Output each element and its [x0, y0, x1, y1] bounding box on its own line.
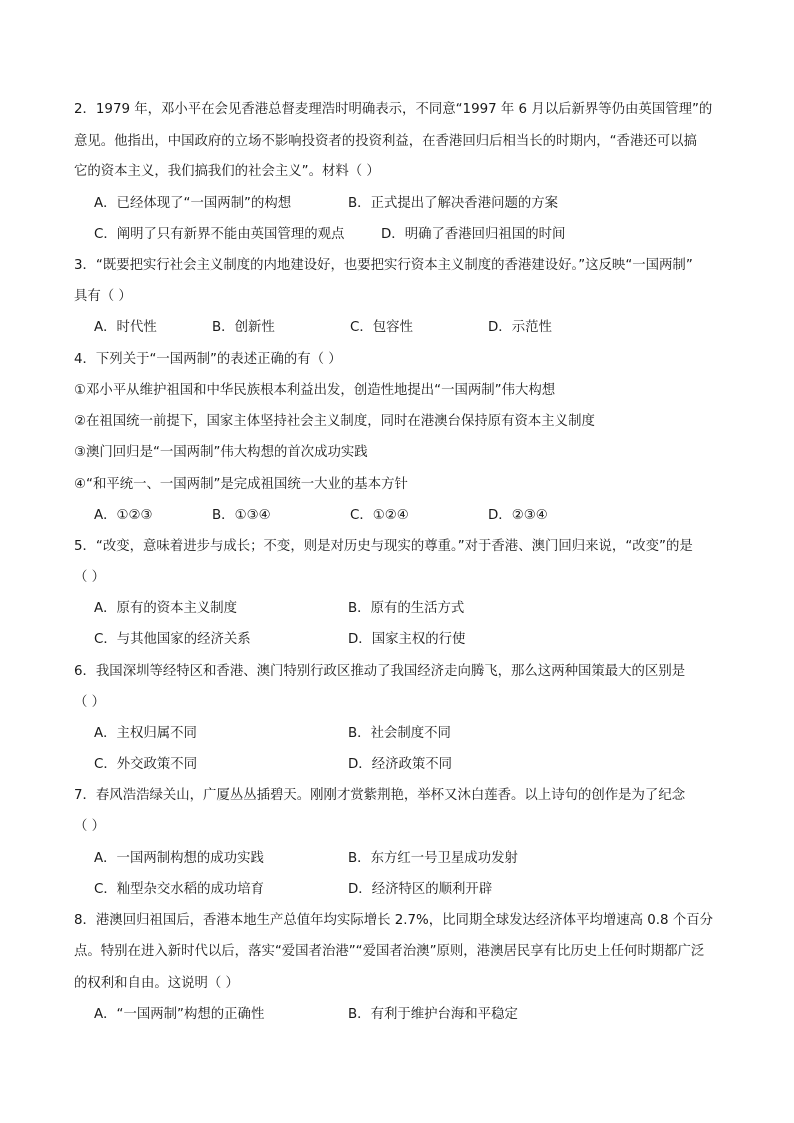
question-5-option-c: C．与其他国家的经济关系 — [94, 632, 251, 647]
question-7-stem-line-2: （ ） — [74, 819, 106, 834]
question-6-option-b: B．社会制度不同 — [348, 726, 451, 741]
question-6-option-a: A．主权归属不同 — [94, 726, 197, 741]
question-5-stem-line-1: 5．“改变，意味着进步与成长；不变，则是对历史与现实的尊重。”对于香港、澳门回归来说，“改变”的是 — [74, 539, 693, 554]
question-6-stem-line-2: （ ） — [74, 695, 106, 710]
question-3-stem-line-1: 3．“既要把实行社会主义制度的内地建设好，也要把实行资本主义制度的香港建设好。”这反映“一国两制” — [74, 258, 693, 273]
question-6-stem-line-1: 6．我国深圳等经特区和香港、澳门特别行政区推动了我国经济走向腾飞，那么这两种国策最大的区别是 — [74, 664, 686, 679]
question-8-stem-line-3: 的权利和自由。这说明（ ） — [74, 976, 239, 991]
question-3-option-b: B．创新性 — [212, 320, 275, 335]
question-2-option-b: B．正式提出了解决香港问题的方案 — [348, 196, 559, 211]
question-8-stem-line-1: 8．港澳回归祖国后，香港本地生产总值年均实际增长 2.7%，比同期全球发达经济体平均增速高 0.8 个百分 — [74, 913, 714, 928]
question-2-stem-line-2: 意见。他指出，中国政府的立场不影响投资者的投资利益，在香港回归后相当长的时期内，“香港还可以搞 — [74, 134, 697, 149]
question-4-item-4: ④“和平统一、一国两制”是完成祖国统一大业的基本方针 — [74, 477, 408, 492]
question-7-option-b: B．东方红一号卫星成功发射 — [348, 851, 518, 866]
question-2-option-a: A．已经体现了“一国两制”的构想 — [94, 196, 292, 211]
question-4-item-1: ①邓小平从维护祖国和中华民族根本利益出发，创造性地提出“一国两制”伟大构想 — [74, 383, 556, 398]
question-4-option-a: A．①②③ — [94, 508, 153, 523]
question-3-option-a: A．时代性 — [94, 320, 157, 335]
question-6-option-d: D．经济政策不同 — [348, 757, 453, 772]
question-3-stem-line-2: 具有（ ） — [74, 289, 132, 304]
question-7-option-c: C．籼型杂交水稻的成功培育 — [94, 882, 265, 897]
question-3-option-d: D．示范性 — [488, 320, 552, 335]
question-4-item-2: ②在祖国统一前提下，国家主体坚持社会主义制度，同时在港澳台保持原有资本主义制度 — [74, 414, 595, 429]
question-7-option-a: A．一国两制构想的成功实践 — [94, 851, 264, 866]
question-4-stem: 4．下列关于“一国两制”的表述正确的有（ ） — [74, 352, 342, 367]
question-4-option-b: B．①③④ — [212, 508, 271, 523]
question-8-option-a: A．“一国两制”构想的正确性 — [94, 1007, 265, 1022]
question-2-stem-line-3: 它的资本主义，我们搞我们的社会主义”。材料（ ） — [74, 164, 380, 179]
question-2-option-d: D．明确了香港回归祖国的时间 — [381, 227, 566, 242]
question-7-stem-line-1: 7．春风浩浩绿关山，广厦丛丛插碧天。刚刚才赏紫荆艳，举杯又沐白莲香。以上诗句的创作是为了纪念 — [74, 788, 686, 803]
question-5-option-a: A．原有的资本主义制度 — [94, 601, 238, 616]
question-4-item-3: ③澳门回归是“一国两制”伟大构想的首次成功实践 — [74, 445, 368, 460]
question-4-option-d: D．②③④ — [488, 508, 548, 523]
question-2-stem-line-1: 2．1979 年，邓小平在会见香港总督麦理浩时明确表示，不同意“1997 年 6 月以后新界等仍由英国管理”的 — [74, 102, 713, 117]
question-5-option-d: D．国家主权的行使 — [348, 632, 466, 647]
question-8-option-b: B．有利于维护台海和平稳定 — [348, 1007, 518, 1022]
question-2-option-c: C．阐明了只有新界不能由英国管理的观点 — [94, 227, 345, 242]
question-5-option-b: B．原有的生活方式 — [348, 601, 465, 616]
question-5-stem-line-2: （ ） — [74, 570, 106, 585]
question-8-stem-line-2: 点。特别在进入新时代以后，落实“爱国者治港”“爱国者治澳”原则，港澳居民享有比历史上任何时期都广泛 — [74, 944, 705, 959]
question-7-option-d: D．经济特区的顺利开辟 — [348, 882, 493, 897]
question-3-option-c: C．包容性 — [350, 320, 413, 335]
question-6-option-c: C．外交政策不同 — [94, 757, 198, 772]
question-4-option-c: C．①②④ — [350, 508, 409, 523]
